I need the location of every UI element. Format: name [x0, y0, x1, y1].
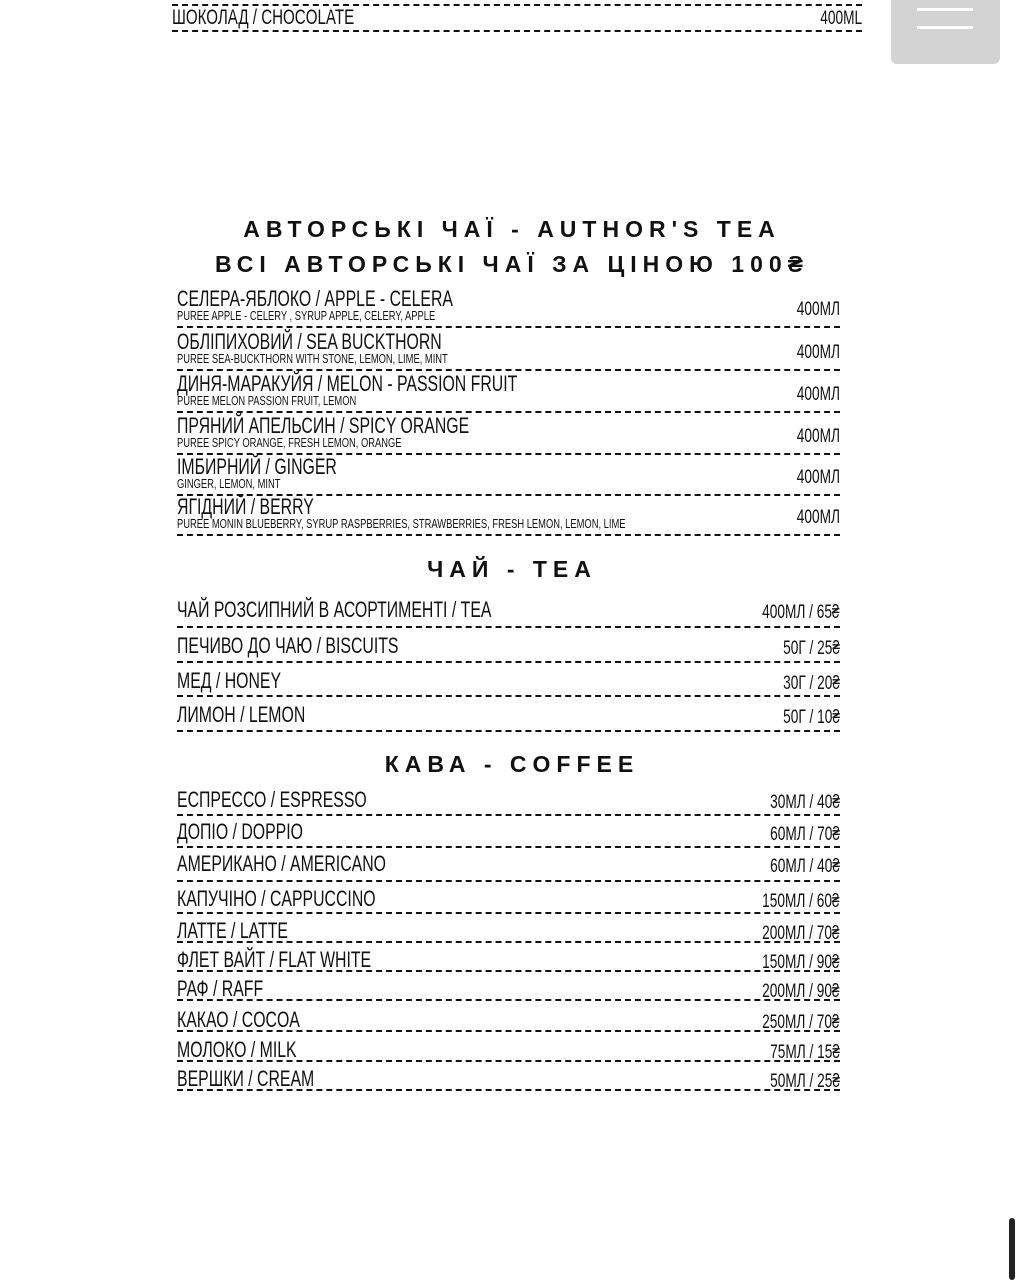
menu-item — [177, 455, 840, 496]
menu-item — [177, 1065, 840, 1091]
menu-item — [177, 786, 840, 816]
item-name: ШОКОЛАД / CHOCOLATE — [172, 6, 355, 29]
menu-item — [177, 975, 840, 1001]
item-name: ПЕЧИВО ДО ЧАЮ / BISCUITS — [177, 633, 399, 658]
item-volume: 400МЛ — [796, 467, 840, 488]
section-heading-authors-tea: АВТОРСЬКІ ЧАЇ - AUTHOR'S TEA — [243, 216, 781, 242]
item-volume: 400МЛ — [796, 342, 840, 363]
section-heading-tea: ЧАЙ - TEA — [427, 556, 597, 582]
item-name: ФЛЕТ ВАЙТ / FLAT WHITE — [177, 947, 372, 972]
item-name: ЕСПРЕССО / ESPRESSO — [177, 787, 367, 812]
item-price: 60МЛ / 70₴ — [770, 824, 840, 845]
section-price-note: ВСІ АВТОРСЬКІ ЧАЇ ЗА ЦІНОЮ 100₴ — [215, 251, 809, 277]
menu-item — [177, 495, 840, 536]
item-description: PUREE MELON PASSION FRUIT, LEMON — [177, 393, 357, 408]
item-name: СЕЛЕРА-ЯБЛОКО / APPLE - CELERA — [177, 286, 453, 311]
menu-item — [177, 917, 840, 943]
item-name: ДИНЯ-МАРАКУЙЯ / MELON - PASSION FRUIT — [177, 371, 518, 396]
menu-item — [177, 701, 840, 732]
divider — [172, 30, 862, 32]
menu-item — [177, 1006, 840, 1032]
menu-item — [177, 850, 840, 882]
menu-item-chocolate — [172, 0, 862, 34]
item-price: 75МЛ / 15₴ — [770, 1042, 840, 1063]
menu-item — [177, 885, 840, 914]
scrollbar[interactable] — [1009, 1218, 1015, 1280]
item-name: ВЕРШКИ / CREAM — [177, 1066, 315, 1091]
item-price: 150МЛ / 90₴ — [762, 952, 840, 973]
item-name: ДОПІО / DOPPIO — [177, 819, 303, 844]
item-volume: 400ML — [820, 8, 862, 29]
item-name: ПРЯНИЙ АПЕЛЬСИН / SPICY ORANGE — [177, 413, 470, 438]
item-name: КАПУЧІНО / CAPPUCCINO — [177, 886, 376, 911]
item-name: МОЛОКО / MILK — [177, 1037, 297, 1062]
item-name: АМЕРИКАНО / AMERICANO — [177, 851, 386, 876]
item-price: 30Г / 20₴ — [783, 673, 840, 694]
item-price: 50Г / 25₴ — [783, 638, 840, 659]
menu-item — [177, 414, 840, 455]
item-price: 200МЛ / 70₴ — [762, 923, 840, 944]
menu-item — [177, 1036, 840, 1062]
item-name: ОБЛІПИХОВИЙ / SEA BUCKTHORN — [177, 329, 442, 354]
menu-item — [177, 667, 840, 697]
item-name: ЛАТТЕ / LATTE — [177, 918, 288, 943]
item-price: 150МЛ / 60₴ — [762, 891, 840, 912]
menu-item — [177, 372, 840, 413]
menu-item — [177, 596, 840, 628]
menu-item — [177, 818, 840, 848]
item-name: ЧАЙ РОЗСИПНИЙ В АСОРТИМЕНТІ / TEA — [177, 597, 492, 622]
item-description: GINGER, LEMON, MINT — [177, 476, 281, 491]
item-volume: 400МЛ — [796, 507, 840, 528]
item-volume: 400МЛ — [796, 426, 840, 447]
item-name: МЕД / HONEY — [177, 668, 282, 693]
item-price: 30МЛ / 40₴ — [770, 792, 840, 813]
item-description: PUREE SPICY ORANGE, FRESH LEMON, ORANGE — [177, 435, 402, 450]
item-volume: 400МЛ — [796, 299, 840, 320]
section-heading-coffee: КАВА - COFFEE — [384, 751, 640, 777]
item-description: PUREE MONIN BLUEBERRY, SYRUP RASPBERRIES, STRAWBERRIES, FRESH LEMON, LEMON, LIME — [177, 516, 626, 531]
menu-item — [177, 632, 840, 663]
menu-button[interactable] — [891, 0, 1000, 64]
menu-item — [177, 946, 840, 972]
item-name: ЯГІДНИЙ / BERRY — [177, 494, 314, 519]
item-name: КАКАО / COCOA — [177, 1007, 300, 1032]
item-description: PUREE SEA-BUCKTHORN WITH STONE, LEMON, LIME, MINT — [177, 351, 448, 366]
item-price: 50Г / 10₴ — [783, 707, 840, 728]
item-name: ЛИМОН / LEMON — [177, 702, 306, 727]
item-price: 200МЛ / 90₴ — [762, 981, 840, 1002]
item-price: 400МЛ / 65₴ — [762, 602, 840, 623]
item-name: ІМБИРНИЙ / GINGER — [177, 454, 337, 479]
menu-item — [177, 330, 840, 371]
item-description: PUREE APPLE - CELERY , SYRUP APPLE, CELERY, APPLE — [177, 308, 436, 323]
item-price: 250МЛ / 70₴ — [762, 1012, 840, 1033]
item-volume: 400МЛ — [796, 384, 840, 405]
item-name: РАФ / RAFF — [177, 976, 264, 1001]
item-price: 60МЛ / 40₴ — [770, 856, 840, 877]
item-price: 50МЛ / 25₴ — [770, 1071, 840, 1092]
menu-item — [177, 287, 840, 328]
